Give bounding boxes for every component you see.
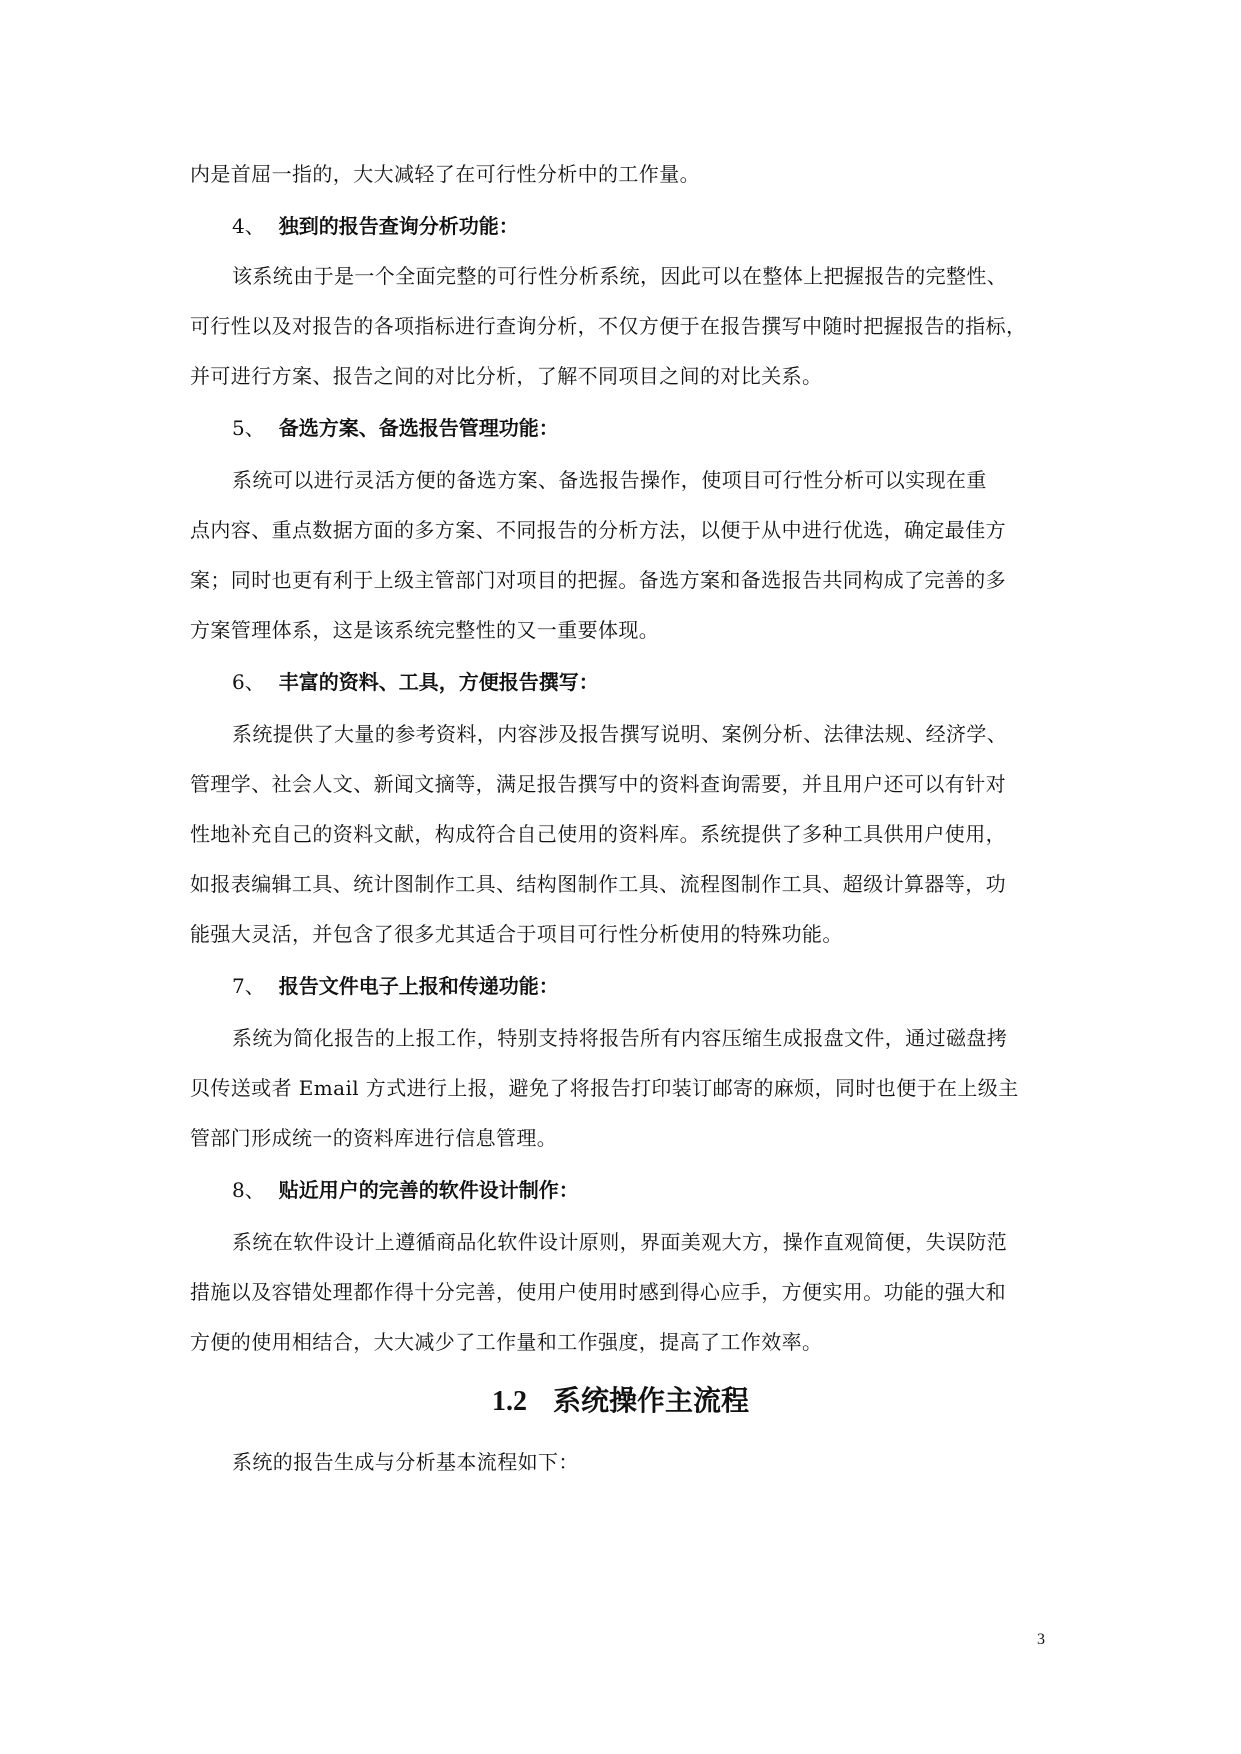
paragraph-line: 方便的使用相结合，大大减少了工作量和工作强度，提高了工作效率。 bbox=[190, 1330, 823, 1354]
heading-title: 丰富的资料、工具，方便报告撰写： bbox=[278, 670, 599, 694]
paragraph-line: 系统的报告生成与分析基本流程如下： bbox=[232, 1450, 579, 1474]
paragraph-line: 系统提供了大量的参考资料，内容涉及报告撰写说明、案例分析、法律法规、经济学、 bbox=[232, 722, 1008, 746]
paragraph-line: 可行性以及对报告的各项指标进行查询分析，不仅方便于在报告撰写中随时把握报告的指标， bbox=[190, 314, 1027, 338]
feature-heading-4 bbox=[232, 212, 519, 240]
paragraph-line: 系统在软件设计上遵循商品化软件设计原则，界面美观大方，操作直观简便，失误防范 bbox=[232, 1230, 1008, 1254]
feature-heading-7 bbox=[232, 972, 559, 1000]
paragraph-line: 如报表编辑工具、统计图制作工具、结构图制作工具、流程图制作工具、超级计算器等，功 bbox=[190, 872, 1006, 896]
paragraph-line: 管理学、社会人文、新闻文摘等，满足报告撰写中的资料查询需要，并且用户还可以有针对 bbox=[190, 772, 1006, 796]
section-title: 系统操作主流程 bbox=[552, 1384, 749, 1417]
paragraph-line: 性地补充自己的资料文献，构成符合自己使用的资料库。系统提供了多种工具供用户使用， bbox=[190, 822, 1006, 846]
page-number: 3 bbox=[1037, 1631, 1045, 1648]
heading-number: 5、 bbox=[232, 416, 265, 440]
paragraph-line: 该系统由于是一个全面完整的可行性分析系统，因此可以在整体上把握报告的完整性、 bbox=[232, 264, 1008, 288]
heading-title: 独到的报告查询分析功能： bbox=[278, 214, 519, 238]
feature-heading-8 bbox=[232, 1176, 579, 1204]
heading-number: 7、 bbox=[232, 974, 265, 998]
paragraph-line: 并可进行方案、报告之间的对比分析，了解不同项目之间的对比关系。 bbox=[190, 364, 823, 388]
paragraph-line: 贝传送或者 Email 方式进行上报，避免了将报告打印装订邮寄的麻烦，同时也便于在上级主 bbox=[190, 1076, 1019, 1100]
heading-number: 6、 bbox=[232, 670, 265, 694]
heading-title: 备选方案、备选报告管理功能： bbox=[278, 416, 559, 440]
paragraph-line: 系统可以进行灵活方便的备选方案、备选报告操作，使项目可行性分析可以实现在重 bbox=[232, 468, 987, 492]
feature-heading-6 bbox=[232, 668, 599, 696]
section-heading bbox=[0, 1383, 1241, 1420]
paragraph-line: 内是首屈一指的，大大减轻了在可行性分析中的工作量。 bbox=[190, 162, 700, 186]
paragraph-line: 方案管理体系，这是该系统完整性的又一重要体现。 bbox=[190, 618, 660, 642]
paragraph-line: 管部门形成统一的资料库进行信息管理。 bbox=[190, 1126, 558, 1150]
heading-number: 4、 bbox=[232, 214, 265, 238]
paragraph-line: 案；同时也更有利于上级主管部门对项目的把握。备选方案和备选报告共同构成了完善的多 bbox=[190, 568, 1006, 592]
paragraph-line: 能强大灵活，并包含了很多尤其适合于项目可行性分析使用的特殊功能。 bbox=[190, 922, 843, 946]
feature-heading-5 bbox=[232, 414, 559, 442]
section-number: 1.2 bbox=[491, 1386, 527, 1417]
heading-title: 报告文件电子上报和传递功能： bbox=[278, 974, 559, 998]
heading-title: 贴近用户的完善的软件设计制作： bbox=[278, 1178, 579, 1202]
paragraph-line: 点内容、重点数据方面的多方案、不同报告的分析方法，以便于从中进行优选，确定最佳方 bbox=[190, 518, 1006, 542]
paragraph-line: 系统为简化报告的上报工作，特别支持将报告所有内容压缩生成报盘文件，通过磁盘拷 bbox=[232, 1026, 1008, 1050]
paragraph-line: 措施以及容错处理都作得十分完善，使用户使用时感到得心应手，方便实用。功能的强大和 bbox=[190, 1280, 1006, 1304]
heading-number: 8、 bbox=[232, 1178, 265, 1202]
